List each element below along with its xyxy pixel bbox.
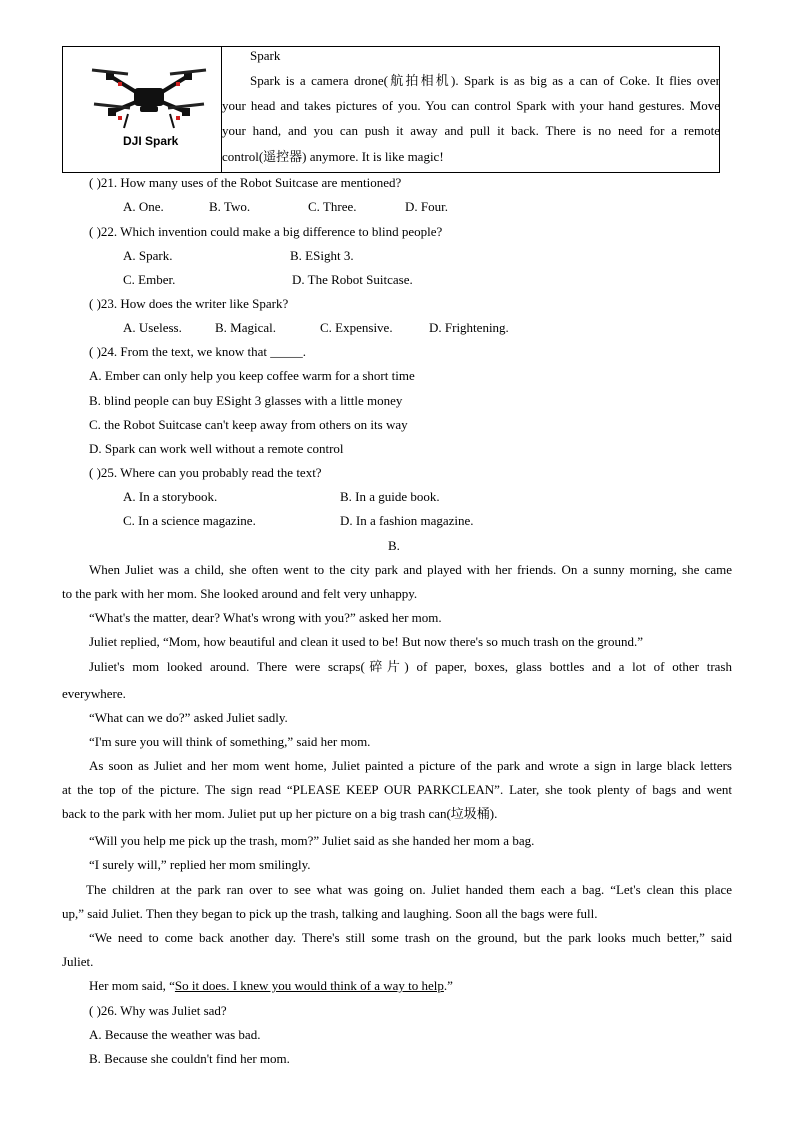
option-25b: B. In a guide book. [340,489,440,504]
passage-b-line: “Will you help me pick up the trash, mom?” Juliet said as she handed her mom a bag. [89,833,535,848]
question-26: ( )26. Why was Juliet sad? [89,1003,227,1018]
option-22c: C. Ember. [123,272,176,287]
option-24c: C. the Robot Suitcase can't keep away from others on its way [89,417,408,432]
passage-a-title: Spark [250,48,281,63]
last-line-suffix: .” [443,978,453,993]
option-26a: A. Because the weather was bad. [89,1027,261,1042]
underlined-sentence: So it does. I knew you would think of a way to help [174,978,444,993]
question-22: ( )22. Which invention could make a big difference to blind people? [89,224,443,239]
passage-b-line: “What's the matter, dear? What's wrong with you?” asked her mom. [89,610,442,625]
option-26b: B. Because she couldn't find her mom. [89,1051,290,1066]
option-21d: D. Four. [405,199,448,214]
passage-b-line: everywhere. [62,686,126,701]
section-b-heading: B. [388,538,400,553]
option-22b: B. ESight 3. [290,248,354,263]
passage-b-line: back to the park with her mom. Juliet put up her picture on a big trash can(垃圾桶). [62,806,498,821]
option-24d: D. Spark can work well without a remote control [89,441,344,456]
option-23d: D. Frightening. [429,320,509,335]
passage-b-line: up,” said Juliet. Then they began to pick up the trash, talking and laughing. Soon all the bags were full. [62,906,598,921]
passage-a-line: control(遥控器) anymore. It is like magic! [222,149,444,164]
last-line-prefix: Her mom said, “ [89,978,175,993]
passage-b-line: The children at the park ran over to see what was going on. Juliet handed them each a bag. “Let's clean this place [86,882,732,897]
option-21b: B. Two. [209,199,251,214]
option-22a: A. Spark. [123,248,173,263]
question-24 [89,344,306,360]
passage-b-line: Juliet. [62,954,94,969]
option-21c: C. Three. [308,199,357,214]
option-25c: C. In a science magazine. [123,513,256,528]
passage-b-line: “What can we do?” asked Juliet sadly. [89,710,288,725]
option-23b: B. Magical. [215,320,277,335]
option-21a: A. One. [123,199,164,214]
option-25d: D. In a fashion magazine. [340,513,474,528]
passage-b-line: When Juliet was a child, she often went to the city park and played with her friends. On a sunny morning, she came [89,562,732,577]
image-caption: DJI Spark [123,134,179,148]
option-23a: A. Useless. [123,320,182,335]
option-24b: B. blind people can buy ESight 3 glasses with a little money [89,393,403,408]
option-23c: C. Expensive. [320,320,393,335]
question-23: ( )23. How does the writer like Spark? [89,296,289,311]
passage-b-line: to the park with her mom. She looked around and felt very unhappy. [62,586,418,601]
question-24-text: ( )24. From the text, we know that [89,344,271,359]
question-25: ( )25. Where can you probably read the text? [89,465,322,480]
passage-b-line: As soon as Juliet and her mom went home, Juliet painted a picture of the park and wrote a sign in large black letters [89,758,732,773]
passage-b-line: “I surely will,” replied her mom smilingly. [89,857,311,872]
passage-b-line: “I'm sure you will think of something,” said her mom. [89,734,371,749]
passage-b-line: at the top of the picture. The sign read “PLEASE KEEP OUR PARKCLEAN”. Later, she took plenty of bags and went [62,782,732,797]
option-22d: D. The Robot Suitcase. [292,272,413,287]
passage-a-line: your hand, and you can push it away and pull it back. There is no need for a remote [222,123,720,138]
passage-b-line: “We need to come back another day. There's still some trash on the ground, but the park looks much better,” said [89,930,732,945]
passage-b-line: Juliet's mom looked around. There were scraps(碎片) of paper, boxes, glass bottles and a lot of other trash [89,659,732,674]
passage-a-line: your head and takes pictures of you. You can control Spark with your hand gestures. Move [222,98,720,113]
passage-b-last-line [89,978,453,994]
passage-b-line: Juliet replied, “Mom, how beautiful and clean it used to be! But now there's so much trash on the ground.” [89,634,643,649]
drone-icon [88,62,210,134]
option-25a: A. In a storybook. [123,489,218,504]
answer-blank: _____. [270,344,306,359]
option-24a: A. Ember can only help you keep coffee warm for a short time [89,368,415,383]
question-21: ( )21. How many uses of the Robot Suitcase are mentioned? [89,175,402,190]
passage-a-line: Spark is a camera drone(航拍相机). Spark is as big as a can of Coke. It flies over [250,73,720,88]
